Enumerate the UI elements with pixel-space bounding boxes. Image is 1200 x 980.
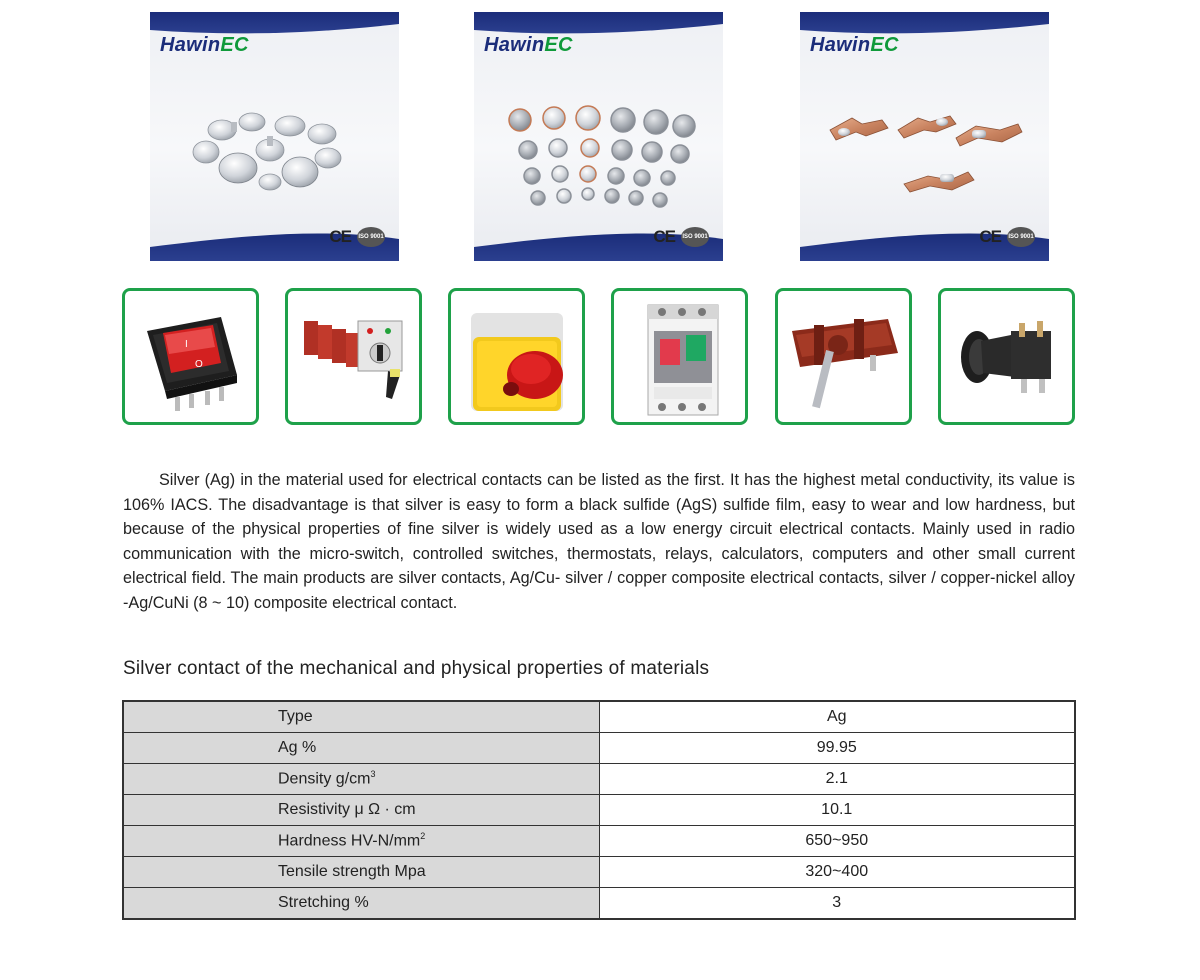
row-label-hardness: Hardness $HV-N/mm^2$ — [123, 826, 599, 857]
table-title: Silver contact of the mechanical and physical properties of materials — [123, 658, 710, 679]
emergency-stop-box-icon — [451, 291, 582, 422]
row-value-tensile: 320~400 — [599, 857, 1075, 888]
row-value-stretching: 3 — [599, 888, 1075, 920]
application-thumb-micro-switch[interactable] — [938, 288, 1075, 425]
brand-logo: HawinEC — [810, 34, 899, 56]
product-card-rivet-contacts[interactable] — [150, 12, 399, 261]
ce-mark-icon: CE — [653, 227, 675, 246]
brand-logo: HawinEC — [484, 34, 573, 56]
row-label-resistivity: Resistivity μ Ω · cm — [123, 795, 599, 826]
iso-9001-icon: ISO 9001 — [357, 227, 385, 247]
rocker-switch-icon — [125, 291, 256, 422]
table-row — [123, 764, 1075, 795]
micro-switch-icon — [941, 291, 1072, 422]
table-row — [123, 857, 1075, 888]
row-label-stretching: Stretching % — [123, 888, 599, 920]
table-row — [123, 795, 1075, 826]
svg-text:O: O — [195, 359, 203, 370]
application-thumb-rotary-cam-switch[interactable] — [285, 288, 422, 425]
row-label-ag: Ag % — [123, 733, 599, 764]
application-thumb-rocker-switch[interactable] — [122, 288, 259, 425]
row-label-type: Type — [123, 701, 599, 733]
table-row — [123, 701, 1075, 733]
copper-contact-strips-icon — [800, 72, 1049, 212]
table-row — [123, 826, 1075, 857]
brand-logo: HawinEC — [160, 34, 249, 56]
svg-text:I: I — [185, 339, 188, 350]
iso-9001-icon: ISO 9001 — [1007, 227, 1035, 247]
row-value-type: Ag — [599, 701, 1075, 733]
table-row — [123, 733, 1075, 764]
rotary-switch-icon — [778, 291, 909, 422]
iso-9001-icon: ISO 9001 — [681, 227, 709, 247]
table-row — [123, 888, 1075, 920]
rotary-cam-switch-icon — [288, 291, 419, 422]
row-label-tensile: Tensile strength Mpa — [123, 857, 599, 888]
silver-rivet-contacts-icon — [150, 72, 399, 212]
ce-mark-icon: CE — [329, 227, 351, 246]
application-thumb-motor-breaker[interactable] — [611, 288, 748, 425]
silver-button-contacts-icon — [474, 72, 723, 212]
row-value-resistivity: 10.1 — [599, 795, 1075, 826]
ce-mark-icon: CE — [979, 227, 1001, 246]
application-thumb-rotary-switch[interactable] — [775, 288, 912, 425]
motor-protection-breaker-icon — [614, 291, 745, 422]
product-card-button-contacts[interactable] — [474, 12, 723, 261]
properties-table — [122, 700, 1076, 920]
row-value-density: 2.1 — [599, 764, 1075, 795]
product-card-copper-strips[interactable] — [800, 12, 1049, 261]
description-paragraph: Silver (Ag) in the material used for electrical contacts can be listed as the first. It has the highest metal conductivity, its value is 106% IACS. The disadvantage is that silver is easy to form a black sulfide (AgS) sulfide film, easy to wear and low hardness, but because of the physical properties of fine silver is widely used as a low energy circuit electrical contacts. Mainly used in radio communication with the micro-switch, controlled switches, thermostats, relays, calculators, computers and other small current electrical field. The main products are silver contacts, Ag/Cu- silver / copper composite electrical contacts, silver / copper-nickel alloy -Ag/CuNi (8 ~ 10) composite electrical contact. — [123, 471, 1075, 612]
application-thumb-emergency-stop[interactable] — [448, 288, 585, 425]
row-value-ag: 99.95 — [599, 733, 1075, 764]
row-value-hardness: 650~950 — [599, 826, 1075, 857]
row-label-density: Density $g/cm^3$ — [123, 764, 599, 795]
